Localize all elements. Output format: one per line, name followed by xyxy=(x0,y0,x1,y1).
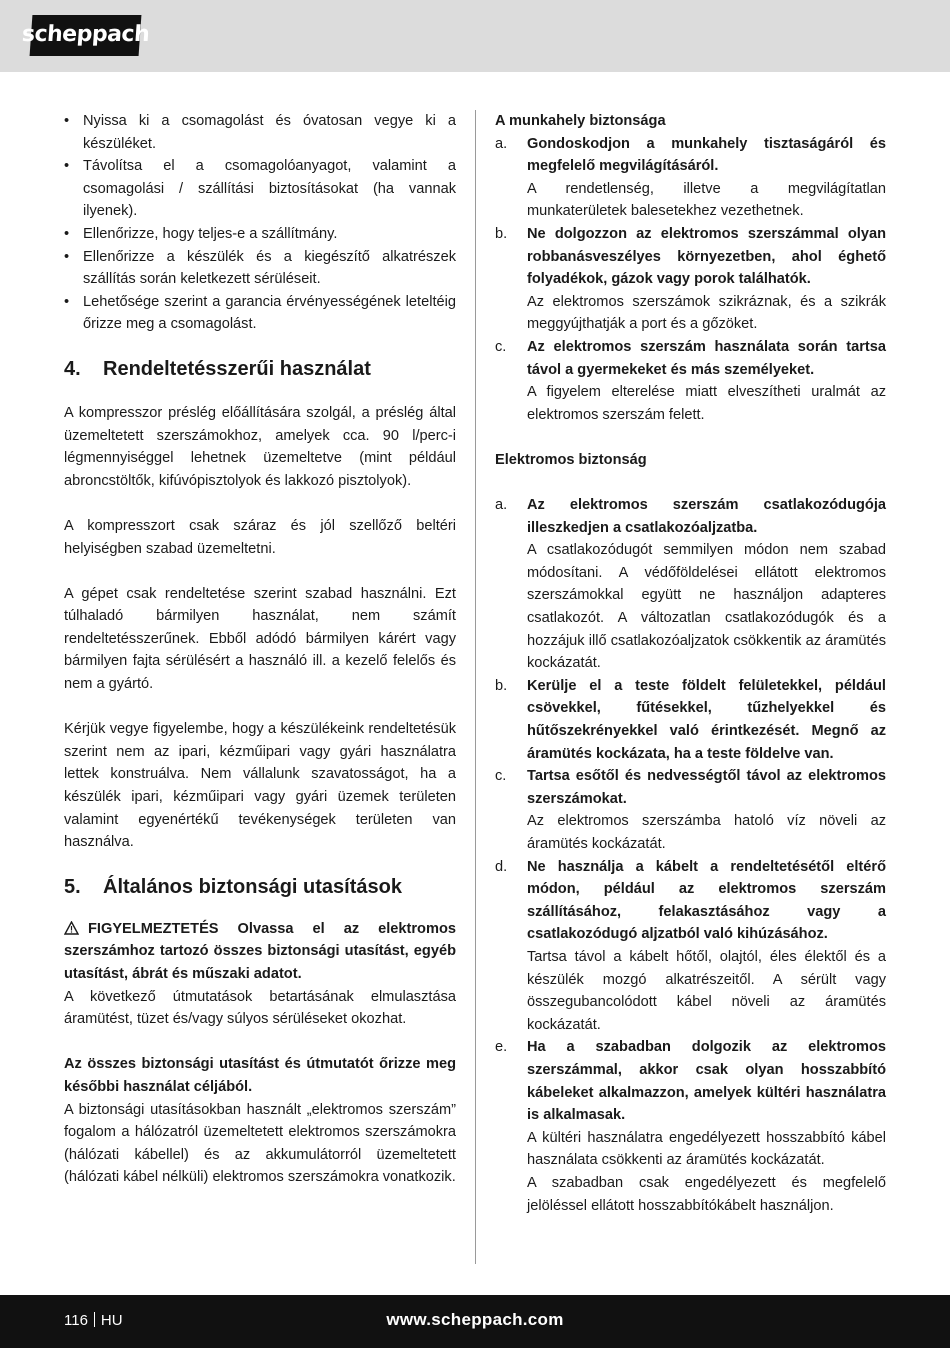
right-column xyxy=(495,110,886,1217)
list-item: a. Gondoskodjon a munkahely tisztaságáról és megfelelő megvilágításáról. A rendetlenség, illetve a megvilágítatlan munkaterületek balesetekhez vezethetnek. xyxy=(495,135,886,220)
left-column xyxy=(64,110,456,1189)
unpacking-list xyxy=(64,110,456,336)
page-number: 116 HU xyxy=(64,1312,123,1329)
list-item: • Nyissa ki a csomagolást és óvatosan vegye ki a készüléket. xyxy=(64,113,456,152)
list-item: • Távolítsa el a csomagolóanyagot, valamint a csomagolási / szállítási biztosításokat (ha vannak ilyenek). xyxy=(64,158,456,220)
list-item: • Ellenőrizze, hogy teljes-e a szállítmány. xyxy=(64,225,338,242)
paragraph: A kompresszor préslég előállítására szolgál, a préslég által üzemeltetett szerszámokhoz, amelyek cca. 90 l/perc-i légmennyiséggel lehetnek üzemeltetve (mint például abroncstöltők, kifúvópisztolyok és lakkozó pisztolyok). xyxy=(64,404,456,489)
list-item: c. Tartsa esőtől és nedvességtől távol az elektromos szerszámokat. Az elektromos szerszámba hatoló víz növeli az áramütés kockázatát. xyxy=(495,768,886,852)
language-code: HU xyxy=(100,1312,123,1329)
warning-paragraph xyxy=(64,918,456,986)
list-item: • Lehetősége szerint a garancia érvényességének leteltéig őrizze meg a csomagolást. xyxy=(64,293,456,333)
list-item: • Ellenőrizze a készülék és a kiegészítő alkatrészek szállítás során keletkezett sérüléseit. xyxy=(64,248,456,288)
section-title: Általános biztonsági utasítások xyxy=(103,875,402,898)
website-link[interactable]: www.scheppach.com xyxy=(386,1310,564,1329)
warning-triangle-icon xyxy=(64,918,80,941)
list-item: a. Az elektromos szerszám csatlakozódugója illeszkedjen a csatlakozóaljzatba. A csatlakozódugót semmilyen módon nem szabad módosítani. A védőföldelései ellátott elektromos szerszámokkal együtt ne használjon adapteres csatlakozót. A változatlan csatlakozódugók és a hozzájuk illő csatlakozóaljzatok csökkentik az áramütés kockázatát. xyxy=(495,497,886,672)
page-footer xyxy=(0,1295,950,1348)
section-title: Rendeltetésszerűi használat xyxy=(103,357,371,380)
definition-paragraph: A biztonsági utasításokban használt „elektromos szerszám” fogalom a hálózatról üzemeltetett elektromos szerszámokra (hálózati kábellel) és az akkumulátorról üzemeltetett (hálózati kábel nélküli) elektromos szerszámokra vonatkozik. xyxy=(64,1101,456,1186)
list-item: b. Ne dolgozzon az elektromos szerszámmal olyan robbanásveszélyes környezetben, ahol éghető folyadékok, gázok vagy porok találhatók. Az elektromos szerszámok szikráznak, és a szikrák meggyújthatják a port és a gőzöket. xyxy=(495,225,886,333)
list-item: e. Ha a szabadban dolgozik az elektromos szerszámmal, akkor csak olyan hosszabbító kábeleket alkalmazzon, amelyek kültéri használatra is alkalmasak. A kültéri használatra engedélyezett hosszabbító kábel használata csökkenti az áramütés kockázatát. A szabadban csak engedélyezett és megfelelő jelöléssel ellátott hosszabbítókábelt használjon. xyxy=(495,1039,886,1214)
section-5-heading xyxy=(64,874,456,900)
column-divider xyxy=(475,110,476,1264)
paragraph: A kompresszort csak száraz és jól szellőző beltéri helyiségben szabad üzemeltetni. xyxy=(64,517,456,557)
section-number: 4. xyxy=(64,357,81,380)
list-item: d. Ne használja a kábelt a rendeltetésétől eltérő módon, például az elektromos szerszám szállításához, felakasztásához vagy a csatlakozódugó aljzatból való kihúzásához. Tartsa távol a kábelt hőtől, olajtól, éles élektől és a készülék mozgó alkatrészeitől. A sérült vagy összegubancolódott kábel növeli az áramütés kockázatát. xyxy=(495,858,886,1033)
keep-instructions: Az összes biztonsági utasítást és útmutatót őrizze meg későbbi használat céljából. xyxy=(64,1056,456,1095)
warning-text: Olvassa el az elektromos szerszámhoz tartozó összes biztonsági utasítást, egyéb utasítást, ábrát és műszaki adatot. xyxy=(64,920,456,982)
warning-body: A következő útmutatások betartásának elmulasztása áramütést, tüzet és/vagy súlyos sérüléseket okozhat. xyxy=(64,988,456,1028)
scheppach-logo: scheppach xyxy=(30,15,142,56)
section-number: 5. xyxy=(64,875,81,898)
warning-label: FIGYELMEZTETÉS xyxy=(88,920,219,937)
page-header xyxy=(0,0,950,72)
list-item: b. Kerülje el a teste földelt felületekkel, például csövekkel, fűtésekkel, tűzhelyekkel és hűtőszekrényekkel való érintkezését. Megnő az áramütés kockázata, ha a teste földelve van. xyxy=(495,677,886,762)
electrical-safety-heading: Elektromos biztonság xyxy=(495,451,647,468)
list-item: c. Az elektromos szerszám használata során tartsa távol a gyermekeket és más személyeket. A figyelem elterelése miatt elveszítheti uralmát az elektromos szerszám felett. xyxy=(495,338,886,423)
workplace-safety-heading: A munkahely biztonsága xyxy=(495,113,666,129)
section-4-heading xyxy=(64,356,456,382)
paragraph: A gépet csak rendeltetése szerint szabad használni. Ezt túlhaladó bármilyen használat, nem számít rendeltetésszerűnek. Ebből adódó bármilyen kárért vagy bármilyen fajta sérülésért a használó ill. a kezelő felelős és nem a gyártó. xyxy=(64,585,456,693)
paragraph: Kérjük vegye figyelembe, hogy a készülékeink rendeltetésük szerint nem az ipari, kézműipari vagy gyári használatra lettek konstruálva. Nem vállalunk szavatosságot, ha a készülék ipari, kézműipari vagy gyári üzemek területen valamint egyenértékű tevékenységek területen van használva. xyxy=(64,721,456,851)
